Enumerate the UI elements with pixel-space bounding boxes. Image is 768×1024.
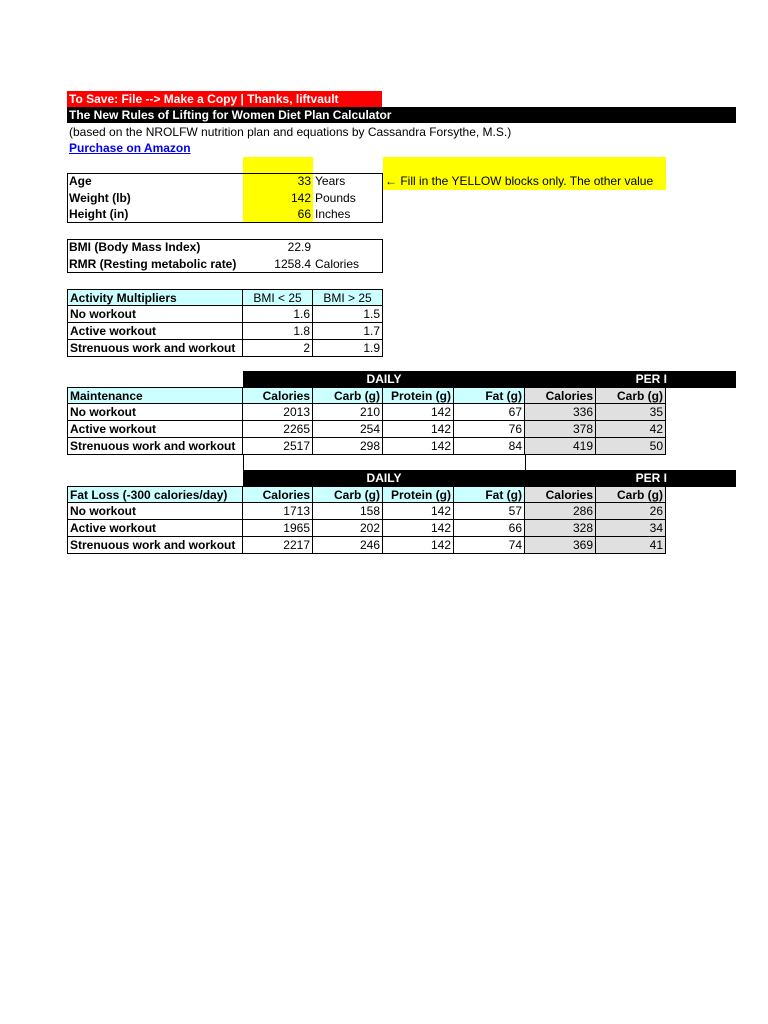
fatloss-header-meal-carb: Carb (g)	[596, 486, 666, 503]
maintenance-header-meal-carb: Carb (g)	[596, 387, 666, 404]
age-label: Age	[69, 174, 92, 188]
multipliers-row-label: Strenuous work and workout	[67, 340, 243, 357]
multipliers-cell: 1.7	[313, 323, 383, 340]
purchase-amazon-link[interactable]: Purchase on Amazon	[69, 141, 191, 155]
weight-label: Weight (lb)	[69, 191, 131, 205]
age-unit: Years	[315, 174, 346, 188]
maintenance-cell: 419	[525, 438, 596, 455]
subtitle: (based on the NROLFW nutrition plan and equations by Cassandra Forsythe, M.S.)	[69, 125, 512, 139]
maintenance-row-label: No workout	[67, 404, 243, 421]
maintenance-row-label: Strenuous work and workout	[67, 438, 243, 455]
fatloss-cell: 1713	[243, 503, 313, 520]
yellow-note-block	[383, 157, 666, 173]
bmi-label: BMI (Body Mass Index)	[69, 240, 201, 254]
height-input[interactable]: 66	[243, 206, 313, 223]
maintenance-cell: 142	[383, 438, 454, 455]
fatloss-header-protein: Protein (g)	[383, 486, 454, 503]
rmr-label: RMR (Resting metabolic rate)	[69, 257, 237, 271]
spacer-divider	[243, 455, 244, 470]
fatloss-cell: 34	[596, 520, 666, 537]
maintenance-cell: 378	[525, 421, 596, 438]
fill-instruction: ← Fill in the YELLOW blocks only. The other value	[383, 173, 666, 190]
maintenance-cell: 210	[313, 404, 383, 421]
fatloss-cell: 2217	[243, 537, 313, 554]
fatloss-cell: 1965	[243, 520, 313, 537]
maintenance-cell: 84	[454, 438, 525, 455]
maintenance-header-protein: Protein (g)	[383, 387, 454, 404]
maintenance-cell: 67	[454, 404, 525, 421]
multipliers-row-label: No workout	[67, 306, 243, 323]
fatloss-cell: 142	[383, 520, 454, 537]
fatloss-cell: 142	[383, 537, 454, 554]
multipliers-row-label: Active workout	[67, 323, 243, 340]
multipliers-cell: 1.5	[313, 306, 383, 323]
height-label: Height (in)	[69, 207, 129, 221]
multipliers-header-bmi-under: BMI < 25	[243, 289, 313, 306]
maintenance-daily-header: DAILY	[243, 371, 525, 388]
maintenance-cell: 2013	[243, 404, 313, 421]
fatloss-cell: 142	[383, 503, 454, 520]
rmr-unit: Calories	[315, 257, 360, 271]
fatloss-cell: 328	[525, 520, 596, 537]
fatloss-cell: 286	[525, 503, 596, 520]
fatloss-header-calories: Calories	[243, 486, 313, 503]
fatloss-cell: 74	[454, 537, 525, 554]
age-input[interactable]: 33	[243, 173, 313, 190]
save-instructions-banner: To Save: File --> Make a Copy | Thanks, liftvault	[67, 91, 382, 107]
maintenance-cell: 2265	[243, 421, 313, 438]
weight-unit: Pounds	[315, 191, 356, 205]
fatloss-cell: 66	[454, 520, 525, 537]
maintenance-cell: 35	[596, 404, 666, 421]
fatloss-cell: 26	[596, 503, 666, 520]
fatloss-cell: 158	[313, 503, 383, 520]
maintenance-cell: 142	[383, 421, 454, 438]
fatloss-daily-header: DAILY	[243, 470, 525, 487]
maintenance-cell: 142	[383, 404, 454, 421]
multipliers-header-label: Activity Multipliers	[67, 289, 243, 306]
fatloss-header-label: Fat Loss (-300 calories/day)	[67, 486, 243, 503]
bmi-unit	[313, 239, 383, 256]
bmi-value: 22.9	[287, 240, 311, 254]
fatloss-cell: 246	[313, 537, 383, 554]
maintenance-cell: 2517	[243, 438, 313, 455]
multipliers-cell: 1.8	[243, 323, 313, 340]
multipliers-header-bmi-over: BMI > 25	[313, 289, 383, 306]
fatloss-header-meal-calories: Calories	[525, 486, 596, 503]
fatloss-cell: 57	[454, 503, 525, 520]
yellow-header-block	[243, 157, 313, 173]
fatloss-row-label: Active workout	[67, 520, 243, 537]
maintenance-header-meal-calories: Calories	[525, 387, 596, 404]
spacer-divider	[525, 455, 526, 470]
multipliers-cell: 1.6	[243, 306, 313, 323]
maintenance-cell: 42	[596, 421, 666, 438]
maintenance-header-calories: Calories	[243, 387, 313, 404]
weight-input[interactable]: 142	[243, 190, 313, 207]
multipliers-cell: 1.9	[313, 340, 383, 357]
fatloss-row-label: Strenuous work and workout	[67, 537, 243, 554]
fatloss-per-header: PER I	[525, 470, 736, 487]
maintenance-header-fat: Fat (g)	[454, 387, 525, 404]
fatloss-cell: 202	[313, 520, 383, 537]
maintenance-cell: 254	[313, 421, 383, 438]
maintenance-cell: 76	[454, 421, 525, 438]
maintenance-header-carb: Carb (g)	[313, 387, 383, 404]
height-unit: Inches	[315, 207, 351, 221]
maintenance-header-label: Maintenance	[67, 387, 243, 404]
maintenance-cell: 298	[313, 438, 383, 455]
fatloss-row-label: No workout	[67, 503, 243, 520]
maintenance-row-label: Active workout	[67, 421, 243, 438]
multipliers-cell: 2	[243, 340, 313, 357]
fatloss-cell: 41	[596, 537, 666, 554]
maintenance-cell: 50	[596, 438, 666, 455]
fatloss-cell: 369	[525, 537, 596, 554]
maintenance-cell: 336	[525, 404, 596, 421]
page-title: The New Rules of Lifting for Women Diet Plan Calculator	[67, 107, 736, 123]
fatloss-header-carb: Carb (g)	[313, 486, 383, 503]
maintenance-per-header: PER I	[525, 371, 736, 388]
fatloss-header-fat: Fat (g)	[454, 486, 525, 503]
rmr-value: 1258.4	[274, 257, 311, 271]
